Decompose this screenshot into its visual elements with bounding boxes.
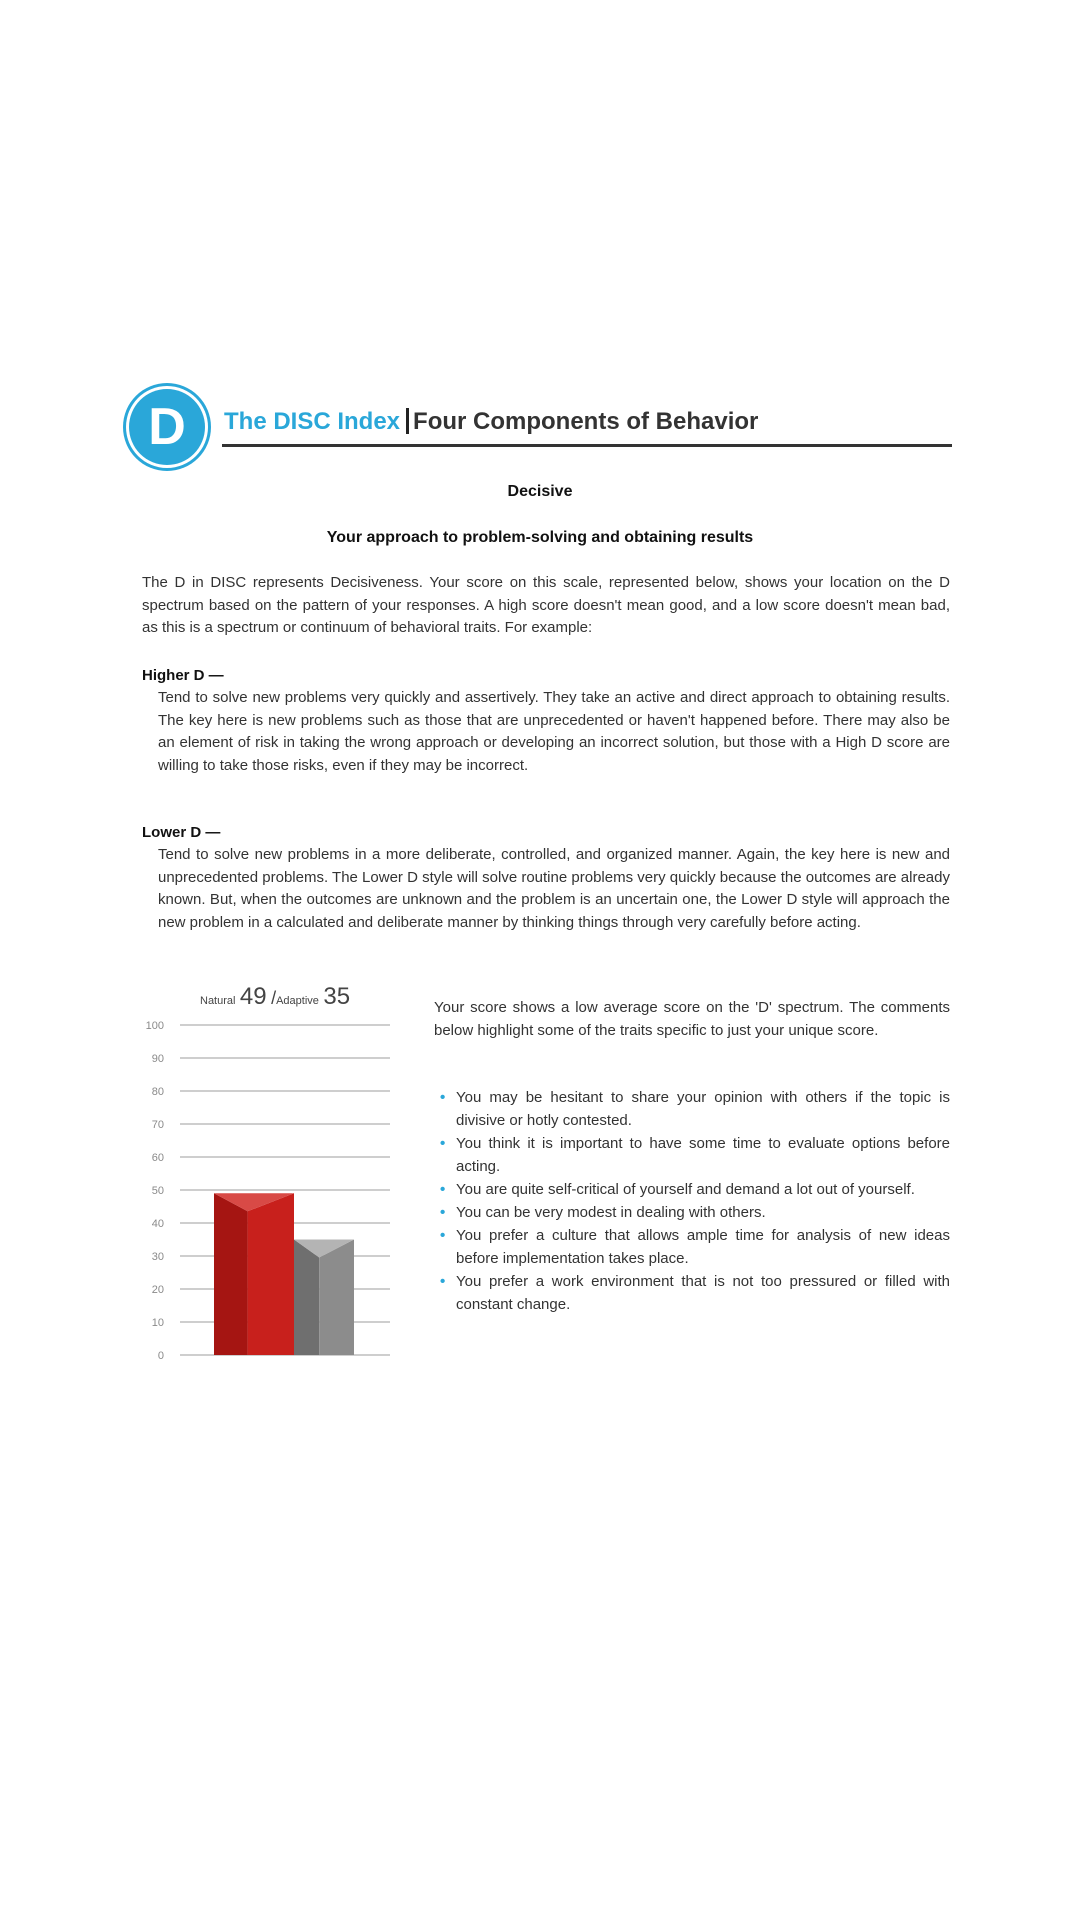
- trait-item: [440, 1178, 950, 1201]
- bullet-icon: •: [440, 1227, 446, 1244]
- bullet-icon: •: [440, 1273, 446, 1290]
- y-tick-label: 70: [151, 1119, 164, 1131]
- trait-item: [440, 1086, 950, 1132]
- y-tick-label: 100: [145, 1020, 164, 1032]
- trait-text: You can be very modest in dealing with others.: [456, 1204, 766, 1221]
- bar-side-face: [214, 1193, 248, 1355]
- chart-score-legend: [200, 983, 350, 1011]
- title-subtitle: Four Components of Behavior: [413, 408, 759, 435]
- trait-list: [440, 1086, 950, 1316]
- trait-text: You prefer a culture that allows ample time for analysis of new ideas before implementation takes place.: [456, 1227, 950, 1267]
- brand-title: The DISC Index: [224, 408, 401, 435]
- y-tick-label: 30: [151, 1251, 164, 1263]
- section-heading: Decisive: [507, 483, 573, 500]
- y-tick-label: 10: [151, 1317, 164, 1329]
- y-tick-label: 60: [151, 1152, 164, 1164]
- trait-text: You think it is important to have some time to evaluate options before acting.: [456, 1135, 950, 1175]
- natural-score: 49: [239, 983, 267, 1010]
- y-tick-label: 50: [151, 1185, 164, 1197]
- y-tick-label: 40: [151, 1218, 164, 1230]
- y-tick-label: 0: [157, 1350, 164, 1362]
- y-tick-label: 20: [151, 1284, 164, 1296]
- higher-d-label: Higher D —: [142, 667, 224, 684]
- bullet-icon: •: [440, 1204, 446, 1221]
- y-tick-label: 90: [151, 1053, 164, 1065]
- adaptive-label: Adaptive: [276, 995, 319, 1007]
- adaptive-score: 35: [323, 983, 351, 1010]
- bar-front-face: [319, 1240, 354, 1356]
- bullet-icon: •: [440, 1089, 446, 1106]
- bullet-icon: •: [440, 1135, 446, 1152]
- trait-item: [440, 1224, 950, 1270]
- trait-text: You may be hesitant to share your opinion with others if the topic is divisive or hotly contested.: [456, 1089, 950, 1129]
- bar-front-face: [248, 1193, 294, 1355]
- trait-item: [440, 1201, 950, 1224]
- section-subheading: Your approach to problem-solving and obtaining results: [326, 529, 754, 546]
- page-title: [224, 408, 758, 436]
- lower-d-label: Lower D —: [142, 824, 221, 841]
- score-summary: Your score shows a low average score on the 'D' spectrum. The comments below highlight some of the traits specific to just your unique score.: [434, 999, 950, 1039]
- lower-d-text: Tend to solve new problems in a more deliberate, controlled, and organized manner. Again, the key here is new and unprecedented problems. The Lower D style will solve routine problems very quickly because the outcomes are already known. But, when the outcomes are unknown and the problem is an uncertain one, the Lower D style will approach the new problem in a calculated and deliberate manner by thinking things through very carefully before acting.: [158, 846, 950, 931]
- d-score-chart: [140, 985, 400, 1365]
- bar-adaptive: [294, 1240, 354, 1356]
- trait-text: You are quite self-critical of yourself and demand a lot out of yourself.: [456, 1181, 915, 1198]
- chart-svg: [140, 985, 400, 1365]
- trait-item: [440, 1270, 950, 1316]
- score-separator: /: [271, 988, 277, 1008]
- section-header: [126, 386, 956, 468]
- bullet-icon: •: [440, 1181, 446, 1198]
- d-badge-icon: D: [129, 389, 205, 465]
- header-divider: [222, 444, 952, 447]
- higher-d-text: Tend to solve new problems very quickly and assertively. They take an active and direct approach to obtaining results. The key here is new problems such as those that are unprecedented or haven't happened before. There may also be an element of risk in taking the wrong approach or developing an incorrect solution, but those with a High D score are willing to take those risks, even if they may be incorrect.: [158, 689, 950, 774]
- bar-side-face: [294, 1240, 319, 1356]
- intro-paragraph: The D in DISC represents Decisiveness. Your score on this scale, represented below, shows your location on the D spectrum based on the pattern of your responses. A high score doesn't mean good, and a low score doesn't mean bad, as this is a spectrum or continuum of behavioral traits. For example:: [142, 574, 950, 636]
- trait-text: You prefer a work environment that is not too pressured or filled with constant change.: [456, 1273, 950, 1313]
- trait-item: [440, 1132, 950, 1178]
- title-separator: [406, 408, 409, 434]
- bar-natural: [214, 1193, 294, 1355]
- natural-label: Natural: [200, 995, 236, 1007]
- y-tick-label: 80: [151, 1086, 164, 1098]
